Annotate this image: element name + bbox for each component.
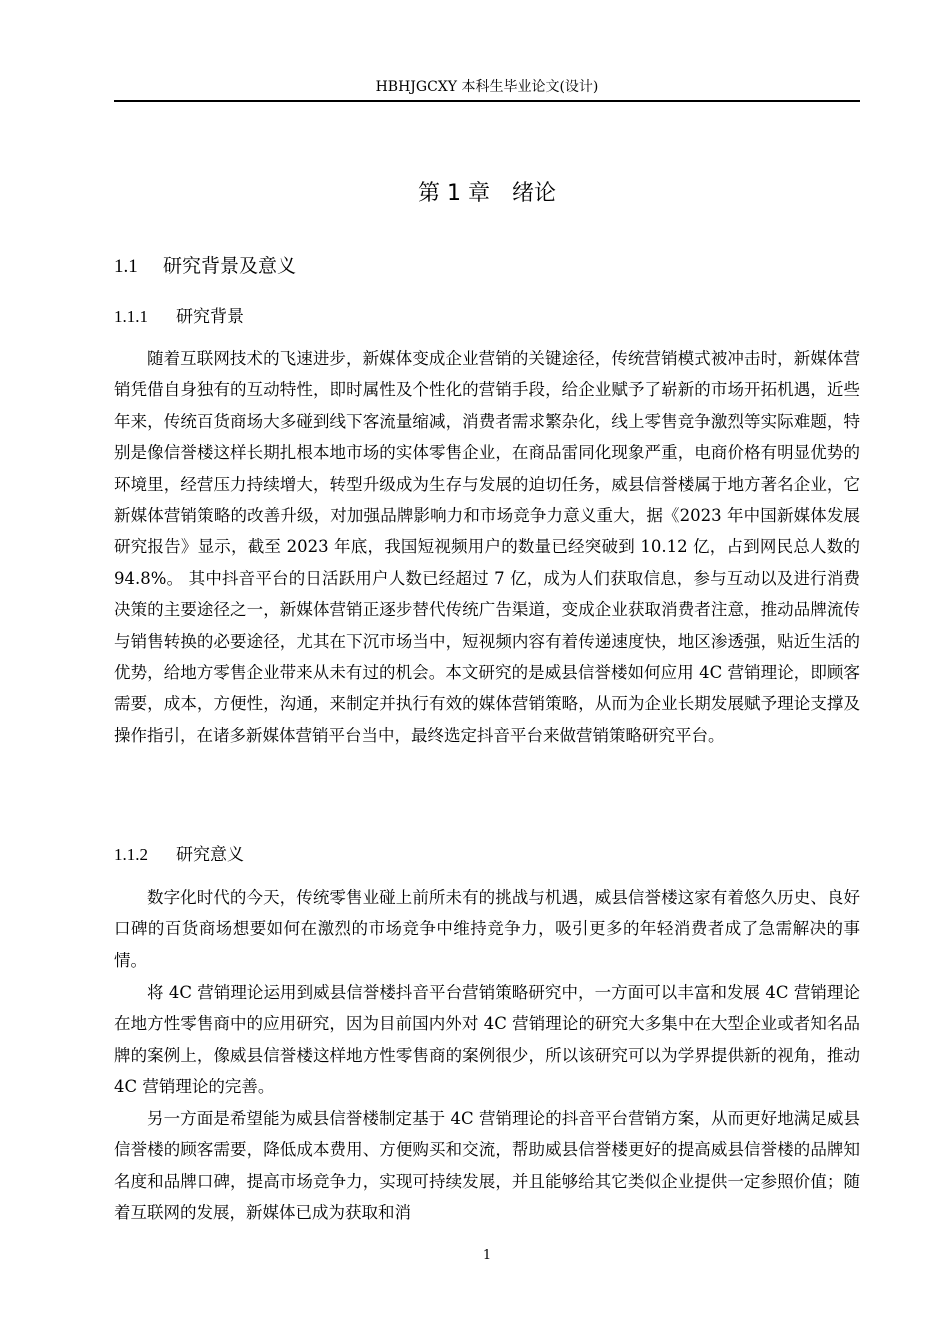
section-number: 1.1 xyxy=(114,256,138,277)
subsection-heading-1-1-1 xyxy=(114,304,244,330)
section-heading-1-1 xyxy=(114,252,296,281)
running-header: HBHJGCXY 本科生毕业论文(设计) xyxy=(375,79,599,95)
background-paragraph: 随着互联网技术的飞速进步，新媒体变成企业营销的关键途径，传统营销模式被冲击时，新媒体营销凭借自身独有的互动特性，即时属性及个性化的营销手段，给企业赋予了崭新的市场开拓机遇，近些年来，传统百货商场大多碰到线下客流量缩减，消费者需求繁杂化，线上零售竞争激烈等实际难题，特别是像信誉楼这样长期扎根本地市场的实体零售企业，在商品雷同化现象严重，电商价格有明显优势的环境里，经营压力持续增大，转型升级成为生存与发展的迫切任务，威县信誉楼属于地方著名企业，它新媒体营销策略的改善升级，对加强品牌影响力和市场竞争力意义重大，据《2023 年中国新媒体发展研究报告》显示，截至 2023 年底，我国短视频用户的数量已经突破到 10.12 亿，占到网民总人数的 94.8%。 其中抖音平台的日活跃用户人数已经超过 7 亿，成为人们获取信息，参与互动以及进行消费决策的主要途径之一，新媒体营销正逐步替代传统广告渠道，变成企业获取消费者注意，推动品牌流传与销售转换的必要途径，尤其在下沉市场当中，短视频内容有着传递速度快，地区渗透强，贴近生活的优势，给地方零售企业带来从未有过的机会。本文研究的是威县信誉楼如何应用 4C 营销理论，即顾客需要，成本，方便性，沟通，来制定并执行有效的媒体营销策略，从而为企业长期发展赋予理论支撑及操作指引，在诸多新媒体营销平台当中，最终选定抖音平台来做营销策略研究平台。 xyxy=(114,349,860,745)
subsection-number: 1.1.2 xyxy=(114,845,148,864)
page-number: 1 xyxy=(482,1248,492,1263)
significance-paragraph: 另一方面是希望能为威县信誉楼制定基于 4C 营销理论的抖音平台营销方案，从而更好地满足威县信誉楼的顾客需要，降低成本费用、方便购买和交流，帮助威县信誉楼更好的提高威县信誉楼的品牌知名度和品牌口碑，提高市场竞争力，实现可持续发展，并且能够给其它类似企业提供一定参照价值；随着互联网的发展，新媒体已成为获取和消 xyxy=(114,1109,860,1223)
significance-paragraph: 将 4C 营销理论运用到威县信誉楼抖音平台营销策略研究中，一方面可以丰富和发展 4C 营销理论在地方性零售商中的应用研究，因为目前国内外对 4C 营销理论的研究大多集中在大型企业或者知名品牌的案例上，像威县信誉楼这样地方性零售商的案例很少，所以该研究可以为学界提供新的视角，推动 4C 营销理论的完善。 xyxy=(114,983,860,1097)
subsection-title: 研究意义 xyxy=(176,845,244,865)
subsection-number: 1.1.1 xyxy=(114,307,148,326)
chapter-title: 第 1 章 绪论 xyxy=(418,181,556,206)
header-rule xyxy=(114,100,860,102)
subsection-title: 研究背景 xyxy=(176,307,244,327)
significance-paragraph: 数字化时代的今天，传统零售业碰上前所未有的挑战与机遇，威县信誉楼这家有着悠久历史、良好口碑的百货商场想要如何在激烈的市场竞争中维持竞争力，吸引更多的年轻消费者成了急需解决的事情。 xyxy=(114,888,860,970)
subsection-heading-1-1-2 xyxy=(114,842,244,868)
section-title: 研究背景及意义 xyxy=(163,255,297,277)
